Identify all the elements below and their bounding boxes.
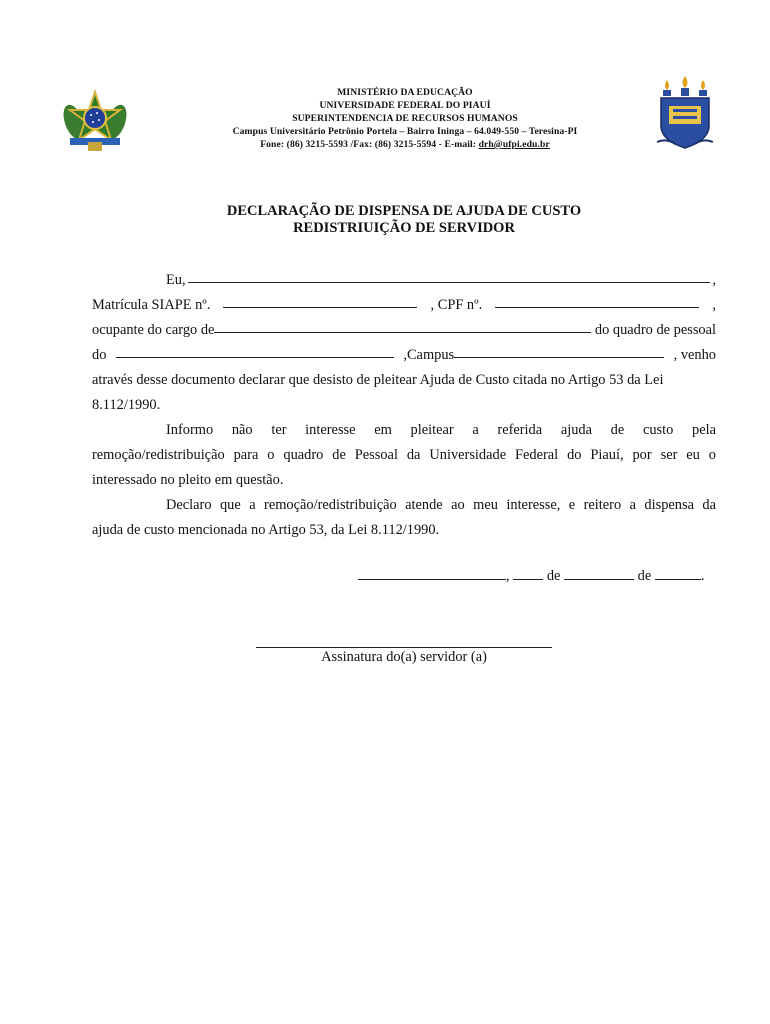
year-field[interactable] xyxy=(655,565,701,580)
date-period: . xyxy=(700,568,705,584)
name-field[interactable] xyxy=(188,268,711,283)
email-link[interactable]: drh@ufpi.edu.br xyxy=(478,139,550,150)
ministry-name: MINISTÉRIO DA EDUCAÇÃO xyxy=(337,87,473,98)
day-field[interactable] xyxy=(513,565,543,580)
cargo-field[interactable] xyxy=(214,318,591,333)
campus-label: ,Campus xyxy=(403,347,455,363)
letterhead xyxy=(180,86,630,151)
campus-line xyxy=(92,343,716,368)
name-line xyxy=(92,268,716,293)
city-field[interactable] xyxy=(358,565,506,580)
comma: , xyxy=(712,297,716,313)
title-line-2: REDISTRIUIÇÃO DE SERVIDOR xyxy=(293,220,515,236)
address: Campus Universitário Petrônio Portela – Bairro Ininga – 64.049-550 – Teresina-PI xyxy=(232,126,578,137)
title-line-1: DECLARAÇÃO DE DISPENSA DE AJUDA DE CUSTO xyxy=(226,203,582,219)
document-title xyxy=(100,203,708,237)
paragraph-1-line-2: 8.112/1990. xyxy=(92,397,161,413)
paragraph-3-line-1: Declaro que a remoção/redistribuição atende ao meu interesse, e reitero a dispensa da xyxy=(166,497,716,513)
paragraph-3-line-2: ajuda de custo mencionada no Artigo 53, da Lei 8.112/1990. xyxy=(92,522,440,538)
cargo-label: ocupante do cargo de xyxy=(92,322,215,338)
quadro-label: do quadro de pessoal xyxy=(594,322,716,338)
month-field[interactable] xyxy=(564,565,634,580)
venho-label: , venho xyxy=(673,347,716,363)
signature-line[interactable] xyxy=(256,647,552,648)
contact-line xyxy=(180,138,630,151)
cpf-field[interactable] xyxy=(495,293,699,308)
do-label: do xyxy=(92,347,107,363)
de-label-2: de xyxy=(637,568,652,584)
campus-field[interactable] xyxy=(454,343,664,358)
eu-label: Eu, xyxy=(166,272,186,288)
date-line xyxy=(358,565,704,585)
date-comma: , xyxy=(506,568,510,584)
signature-label: Assinatura do(a) servidor (a) xyxy=(321,649,487,665)
unit-field[interactable] xyxy=(116,343,394,358)
cargo-line xyxy=(92,318,716,343)
paragraph-2-line-3: interessado no pleito em questão. xyxy=(92,472,284,488)
campus-group xyxy=(403,343,664,368)
siape-cpf-line xyxy=(92,293,716,318)
de-label-1: de xyxy=(546,568,561,584)
phone-fax: Fone: (86) 3215-5593 /Fax: (86) 3215-5594 - E-mail: xyxy=(260,139,479,150)
brazil-coat-of-arms-icon xyxy=(62,88,128,154)
paragraph-2-line-2: remoção/redistribuição para o quadro de Pessoal da Universidade Federal do Piauí, por ser eu o xyxy=(92,447,716,463)
declaration-body xyxy=(92,268,716,543)
comma: , xyxy=(712,272,716,288)
university-name: UNIVERSIDADE FEDERAL DO PIAUÍ xyxy=(319,100,491,111)
cpf-label: , CPF nº. xyxy=(430,297,483,313)
department-name: SUPERINTENDENCIA DE RECURSOS HUMANOS xyxy=(292,113,518,124)
paragraph-1-line-1: através desse documento declarar que desisto de pleitear Ajuda de Custo citada no Artigo 53 da Lei xyxy=(92,372,664,388)
siape-label: Matrícula SIAPE nº. xyxy=(92,297,211,313)
siape-field[interactable] xyxy=(223,293,417,308)
ufpi-shield-icon xyxy=(655,76,715,150)
paragraph-2-line-1: Informo não ter interesse em pleitear a referida ajuda de custo pela xyxy=(166,422,716,438)
